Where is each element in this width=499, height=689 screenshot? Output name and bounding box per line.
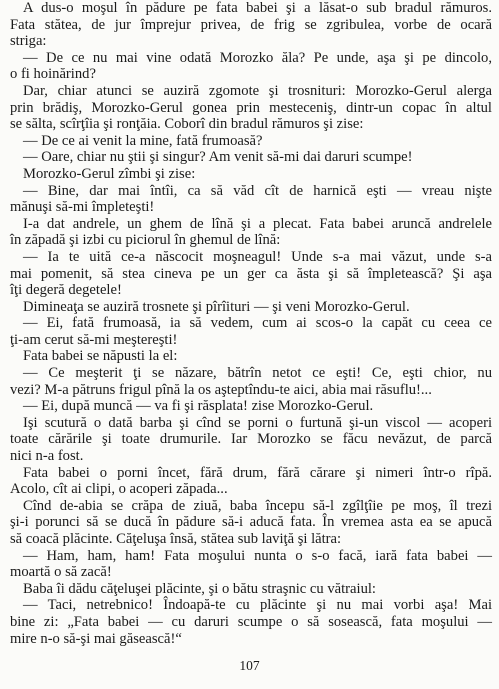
story-text	[10, 0, 492, 647]
text-line: — Ham, ham, ham! Fata moşului nunta o s-o facă, iară fata babei —	[23, 547, 492, 564]
text-line: — Ce meşterit ţi se năzare, bătrîn netot ce eşti! Ce, eşti chior, nu	[23, 365, 492, 382]
text-line: ţi-am cerut să-mi meştereşti!	[10, 331, 178, 348]
text-line: îţi degeră degetele!	[10, 282, 122, 299]
text-line: Morozko-Gerul zîmbi şi zise:	[23, 165, 196, 182]
text-line: Dar, chiar atunci se auziră zgomote şi trosnituri: Morozko-Gerul alerga	[23, 82, 492, 99]
text-line: Dimineaţa se auziră trosnete şi pîrîituri — şi veni Morozko-Gerul.	[23, 298, 410, 315]
text-line: mai pomenit, să stea cineva pe un ger ca ăsta şi să împletească? Şi aşa	[10, 265, 492, 282]
text-line: Fata babei o porni încet, fără drum, fără cărare şi nimeri într-o rîpă.	[23, 464, 492, 481]
text-line: A dus-o moşul în pădure pe fata babei şi a lăsat-o sub bradul rămuros.	[23, 0, 492, 16]
text-line: I-a dat andrele, un ghem de lînă şi a plecat. Fata babei aruncă andrelele	[23, 215, 492, 232]
text-line: Acolo, cît ai clipi, o acoperi zăpada...	[10, 481, 228, 498]
text-line: Cînd de-abia se crăpa de ziuă, baba începu să-l zgîlţîie pe moş, îl trezi	[23, 497, 492, 514]
text-line: şi-i porunci să se ducă în pădure să-i aducă fata. În vremea asta ea se apucă	[10, 514, 492, 531]
text-line: — Ei, fată frumoasă, ia să vedem, cum ai scos-o la capăt cu ceea ce	[23, 315, 492, 332]
text-line: nici n-a fost.	[10, 448, 84, 465]
text-line: Fata stătea, de jur împrejur privea, de frig se zgribulea, vorbe de ocară	[10, 16, 492, 33]
text-line: moartă o să zacă!	[10, 564, 112, 581]
text-line: în zăpadă şi izbi cu piciorul în ghemul de lînă:	[10, 232, 281, 249]
text-line: striga:	[10, 33, 47, 50]
text-line: — Taci, netrebnico! Îndoapă-te cu plăcinte şi nu mai vorbi aşa! Mai	[23, 597, 492, 614]
text-line: vezi? M-a pătruns frigul pînă la os aşteptîndu-te aici, abia mai răsuflu!...	[10, 381, 432, 398]
text-line: bine zi: „Fata babei — cu daruri scumpe o să sosească, fata moşului —	[10, 613, 492, 630]
text-line: se sălta, scîrţîia şi ronţăia. Coborî din bradul rămuros şi zise:	[10, 116, 364, 133]
text-line: să coacă plăcinte. Căţeluşa însă, stătea sub laviţă şi lătra:	[10, 531, 342, 547]
text-line: mănuşi să-mi împleteşti!	[10, 199, 155, 216]
text-line: — De ce nu mai vine odată Morozko ăla? Pe unde, aşa şi pe dincolo,	[23, 49, 492, 66]
text-line: — Bine, dar mai întîi, ca să văd cît de harnică eşti — vreau nişte	[23, 182, 492, 199]
text-line: mire n-o să-şi mai găsească!“	[10, 630, 182, 647]
text-line: — Oare, chiar nu ştii şi singur? Am venit să-mi dai daruri scumpe!	[23, 149, 413, 166]
text-line: Baba îi dădu căţeluşei plăcinte, şi o bătu straşnic cu vătraiul:	[23, 580, 376, 597]
text-line: toate cărările şi toate drumurile. Iar Morozko se făcu nevăzut, de parcă	[10, 431, 492, 448]
text-line: Işi scutură o dată barba şi cînd se porni o furtună şi-un viscol — acoperi	[23, 414, 492, 431]
text-line: — Ei, după muncă — va fi şi răsplata! zise Morozko-Gerul.	[23, 398, 374, 415]
page-number: 107	[239, 658, 260, 673]
text-line: Fata babei se năpusti la el:	[23, 348, 178, 365]
text-line: — Ia te uită ce-a născocit moşneagul! Unde s-a mai văzut, unde s-a	[23, 248, 492, 265]
text-line: — De ce ai venit la mine, fată frumoasă?	[23, 132, 263, 149]
text-line: prin brădiş, Morozko-Gerul gonea prin mesteceniş, dintr-un copac în altul	[10, 99, 492, 116]
text-line: o fi hoinărind?	[10, 66, 96, 83]
